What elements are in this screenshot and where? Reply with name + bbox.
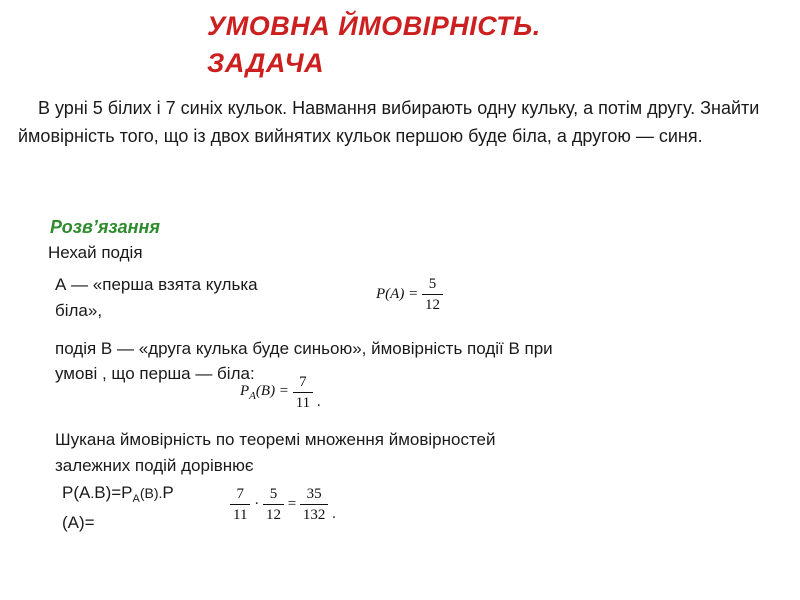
product-formula-text <box>62 481 174 535</box>
formula-pb-p: P <box>240 383 250 399</box>
solution-heading: Розв’язання <box>50 217 160 237</box>
slide-title <box>207 8 627 82</box>
formula-pa <box>376 274 443 315</box>
pab-dot-1: . <box>90 485 95 501</box>
pab-part-3: (В) <box>139 485 159 501</box>
formula-pb-rest: (B) = <box>255 383 289 399</box>
product-formula-line-2: (А)= <box>62 513 95 532</box>
formula-product-denominator-2: 12 <box>265 507 281 523</box>
problem-statement: В урні 5 білих і 7 синіх кульок. Навмання вибирають одну кульку, а потім другу. Знайти ймовірність того, що із двох вийнятих кульок першою буде біла, а другою — синя. <box>18 98 760 146</box>
formula-pb-subscript: A <box>249 390 256 402</box>
formula-pa-denominator: 12 <box>424 297 440 313</box>
formula-product <box>230 484 336 525</box>
product-line-1: Шукана ймовірність по теоремі множення ймовірностей <box>55 430 496 449</box>
formula-product-equals: = <box>287 496 297 512</box>
formula-product-numerator-2: 5 <box>263 484 284 505</box>
formula-product-dot: · <box>254 496 260 512</box>
pab-subscript: А <box>132 493 140 505</box>
formula-pb <box>240 372 321 413</box>
event-b-line-2: умові , що перша — біла: <box>55 364 255 383</box>
formula-product-fraction-1 <box>230 484 250 525</box>
formula-pa-fraction <box>422 274 443 315</box>
product-formula-line-1 <box>62 481 174 511</box>
formula-product-numerator-3: 35 <box>300 484 329 505</box>
title-line-2: ЗАДАЧА <box>207 48 325 78</box>
pab-part-1: Р(А <box>62 483 91 502</box>
formula-pb-fraction <box>293 372 313 413</box>
formula-pa-lhs: P(A) = <box>376 286 419 302</box>
solution-intro: Нехай подія <box>48 243 143 262</box>
product-line-2: залежних подій дорівнює <box>55 456 254 475</box>
event-b-line-1: подія В — «друга кулька буде синьою», ймовірність події В при <box>55 339 553 358</box>
formula-product-denominator-1: 11 <box>233 507 248 523</box>
formula-product-numerator-1: 7 <box>230 484 250 505</box>
formula-pa-numerator: 5 <box>422 274 443 295</box>
formula-product-fraction-3 <box>300 484 329 525</box>
formula-pb-tail: . <box>316 393 321 410</box>
event-a-line-2: біла», <box>55 301 103 320</box>
pab-dot-2: . <box>158 485 163 501</box>
formula-pb-numerator: 7 <box>293 372 313 393</box>
pab-part-2: В)=Р <box>94 483 133 502</box>
title-line-1: УМОВНА ЙМОВІРНІСТЬ. <box>207 11 541 41</box>
pab-part-4: Р <box>162 483 174 502</box>
formula-pb-denominator: 11 <box>295 395 311 411</box>
formula-product-tail: . <box>332 505 336 522</box>
formula-product-denominator-3: 132 <box>302 507 326 523</box>
formula-pb-lhs <box>240 383 289 402</box>
formula-product-fraction-2 <box>263 484 284 525</box>
event-a-line-1: А — «перша взята кулька <box>55 275 258 294</box>
